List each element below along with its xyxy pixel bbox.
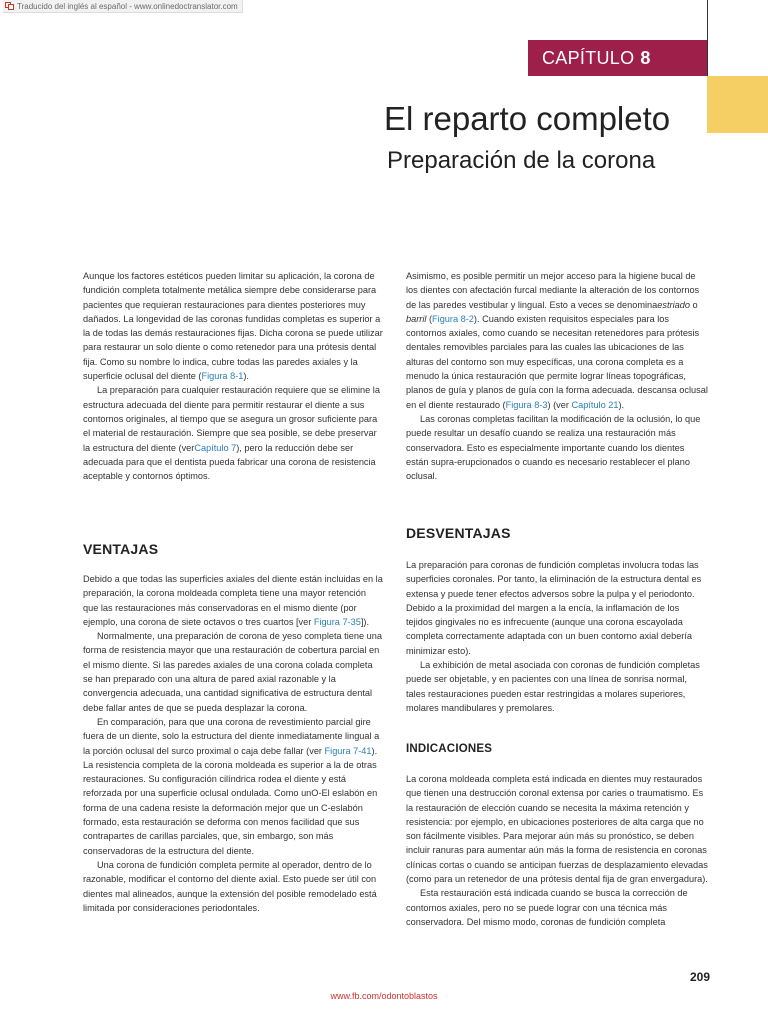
- heading-indicaciones: INDICACIONES: [406, 743, 493, 755]
- page-subtitle: Preparación de la corona: [387, 147, 656, 174]
- chapter-21-link[interactable]: Capítulo 21: [571, 399, 619, 410]
- figure-8-2-link[interactable]: Figura 8-2: [432, 313, 474, 324]
- right-paragraph-2: Las coronas completas facilitan la modificación de la oclusión, lo que puede resultar un desafío cuando se realiza una restauración más conservadora. Esto es especialmente importante cuando los dientes están supra-erupcionados o cuando es necesario restablecer el plano oclusal.: [406, 413, 701, 482]
- page-number: 209: [690, 970, 711, 984]
- indicaciones-text: [406, 772, 708, 929]
- figure-8-3-link[interactable]: Figura 8-3: [505, 399, 548, 410]
- figure-7-35-link[interactable]: Figura 7-35: [313, 616, 361, 627]
- ventajas-paragraph-3: En comparación, para que una corona de revestimiento parcial gire fuera de un diente, solo la estructura del diente inmediatamente lingual a la porción oclusal del surco proximal o caja debe fallar (ver Figura 7-41). La resistencia completa de la corona moldeada es superior a la de otras restauraciones. Su configuración cilíndrica rodea el diente y está reforzada por una superficie oclusal ondulada. Como unO-El eslabón en forma de una cadena resiste la deformación mejor que un C-eslabón formado, esta restauración se deforma con menos facilidad que sus contrapartes de carillas parciales, que, sin embargo, son más conservadoras de la estructura del diente.: [83, 716, 380, 856]
- ventajas-text: [83, 572, 383, 915]
- intro-paragraph-2: La preparación para cualquier restauración requiere que se elimine la estructura adecuada del diente para permitir restaurar el diente a sus contornos originales, al tiempo que se asegura un grosor suficiente para el material de restauración. Siempre que sea posible, se debe preservar la estructura del diente (verCapítulo 7), pero la reducción debe ser adecuada para que el dentista pueda fabricar una corona de resistencia aceptable y contornos óptimos.: [83, 385, 380, 482]
- desventajas-text: [406, 558, 708, 715]
- right-continuation-text: [406, 269, 708, 483]
- chapter-accent-block: [707, 76, 768, 133]
- right-paragraph-1: Asimismo, es posible permitir un mejor acceso para la higiene bucal de los dientes con afectación furcal mediante la alteración de los contornos de las paredes vestibular y lingual. Esto a veces se denominaestriado o barril (Figura 8-2). Cuando existen requisitos especiales para los contornos axiales, como cuando se necesitan retenedores para prótesis dentales removibles parciales para las cuales las ubicaciones de las alturas del contorno son muy específicas, una corona completa es a menudo la única restauración que permite lograr líneas topográficas, planos de guía y planos de guía con la forma adecuada. descansa oclusal en el diente restaurado (Figura 8-3) (ver Capítulo 21).: [406, 271, 708, 410]
- figure-7-41-link[interactable]: Figura 7-41: [324, 745, 372, 756]
- intro-paragraph-1: Aunque los factores estéticos pueden limitar su aplicación, la corona de fundición completa totalmente metálica siempre debe considerarse para pacientes que requieran restauraciones para dientes posteriores muy dañados. La longevidad de las coronas fundidas completas es superior a la de todas las demás restauraciones fijas. Dicha corona se puede utilizar para restaurar un solo diente o como retenedor para una prótesis dental fija. Como su nombre lo indica, cubre todas las paredes axiales y la superficie oclusal del diente (Figura 8-1).: [83, 271, 383, 382]
- ventajas-paragraph-4: Una corona de fundición completa permite al operador, dentro de lo razonable, modificar el contorno del diente axial. Esto puede ser útil con dientes mal alineados, aunque la extensión del posible remodelado está limitada por consideraciones periodontales.: [83, 859, 377, 913]
- chapter-7-link[interactable]: Capítulo 7: [194, 442, 237, 453]
- watermark-text: Traducido del inglés al español - www.onlinedoctranslator.com: [17, 1, 238, 11]
- desventajas-paragraph-1: La preparación para coronas de fundición completas involucra todas las superficies coronales. Por tanto, la eliminación de la estructura dental es extensa y puede tener efectos adversos sobre la pulpa y el periodonto. Debido a la proximidad del margen a la encía, la inflamación de los tejidos gingivales no es infrecuente (aunque una corona escayolada completa correctamente adaptada con un buen contorno axial debería minimizar esto).: [406, 560, 702, 656]
- translator-logo-icon: [5, 2, 14, 10]
- chapter-label: [528, 40, 707, 76]
- ventajas-paragraph-2: Normalmente, una preparación de corona de yeso completa tiene una forma de resistencia mayor que una restauración de cobertura parcial en el mismo diente. Si las paredes axiales de una corona colada completa se han preparado con una altura de pared axial razonable y la convergencia adecuada, una cantidad significativa de estructura dental debe fallar antes de que se pueda desplazar la corona.: [83, 631, 382, 713]
- indicaciones-paragraph-1: La corona moldeada completa está indicada en dientes muy restaurados que tienen una destrucción coronal extensa por caries o traumatismo. Es la restauración de elección cuando se necesita la máxima retención y resistencia: por ejemplo, en ubicaciones posteriores de alta carga que no son fácilmente visibles. Para mejorar aún más su pronóstico, se deben incluir ranuras para aumentar aún más la forma de resistencia en coronas clínicas cortas o cuando se anticipan fuerzas de desplazamiento elevadas (como para un retenedor de una prótesis dental fija de gran envergadura).: [406, 774, 708, 885]
- figure-8-1-link[interactable]: Figura 8-1: [201, 371, 244, 382]
- intro-text: [83, 269, 383, 483]
- footer-link[interactable]: www.fb.com/odontoblastos: [330, 991, 438, 1001]
- ventajas-paragraph-1: Debido a que todas las superficies axiales del diente están incluidas en la preparación, la corona moldeada completa tiene una mayor retención que las restauraciones más conservadoras en el mismo diente (por ejemplo, una corona de siete octavos o tres cuartos [ver Figura 7-35]).: [83, 574, 383, 627]
- chapter-word: CAPÍTULO: [542, 47, 635, 68]
- chapter-number: 8: [640, 47, 651, 68]
- heading-ventajas: VENTAJAS: [83, 541, 159, 557]
- heading-desventajas: DESVENTAJAS: [406, 525, 511, 541]
- header-rule: [707, 0, 708, 76]
- page-title: El reparto completo: [384, 100, 671, 137]
- indicaciones-paragraph-2: Esta restauración está indicada cuando se busca la corrección de contornos axiales, pero no se puede lograr con una técnica más conservadora. Del mismo modo, coronas de fundición completa: [406, 888, 688, 927]
- translator-watermark[interactable]: [3, 0, 243, 13]
- desventajas-paragraph-2: La exhibición de metal asociada con coronas de fundición completas puede ser objetable, y en pacientes con una línea de sonrisa normal, tales restauraciones pueden estar restringidas a molares superiores, molares mandibulares y premolares.: [406, 660, 700, 713]
